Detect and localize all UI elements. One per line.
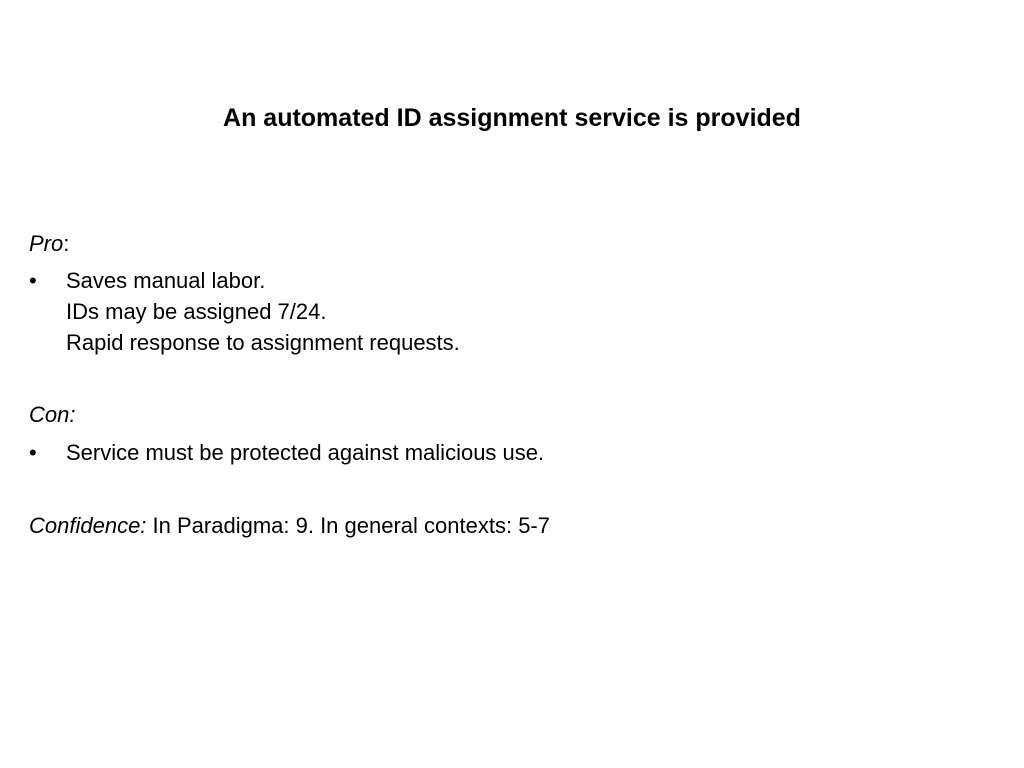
bullet-icon: • [29,268,37,293]
con-heading [29,400,75,430]
slide-title: An automated ID assignment service is provided [223,104,801,132]
pro-line: IDs may be assigned 7/24. [66,299,327,324]
pro-label: Pro [29,231,64,256]
pro-line: Rapid response to assignment requests. [66,330,460,355]
pro-heading [29,229,69,259]
pro-list-item [29,265,460,358]
pro-colon: : [63,231,70,256]
pro-list [29,265,460,358]
confidence-text: In Paradigma: 9. In general contexts: 5-7 [146,513,550,538]
con-label: Con: [29,402,76,427]
con-line: Service must be protected against malicious use. [66,440,545,465]
con-list-item [29,437,544,468]
pro-line: Saves manual labor. [66,268,266,293]
confidence-label: Confidence: [29,513,147,538]
confidence-line [29,511,550,541]
con-list [29,437,544,468]
bullet-icon: • [29,440,37,465]
